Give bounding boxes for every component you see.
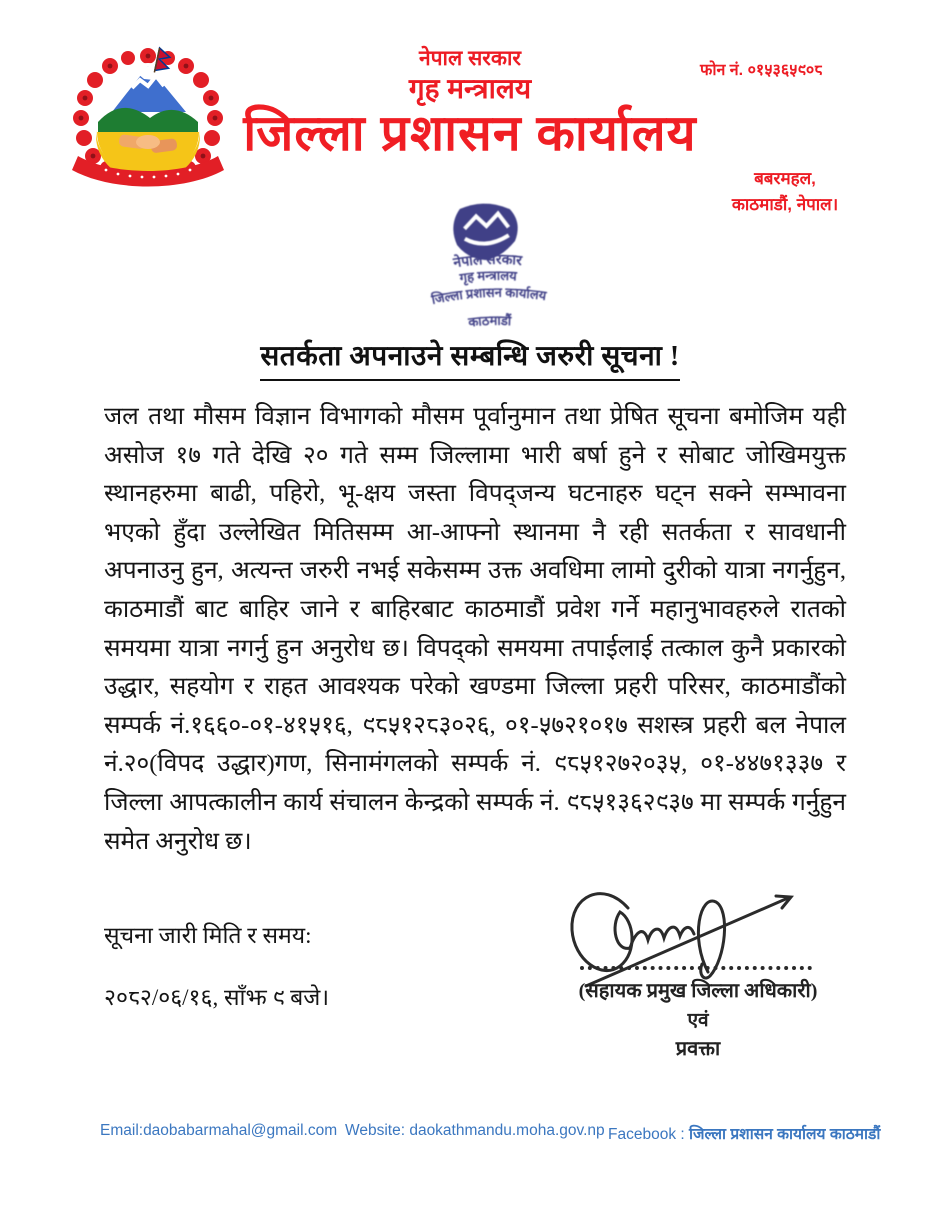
address-line-2: काठमाडौं, नेपाल। — [731, 194, 839, 214]
issued-datetime: २०८२/०६/१६, साँझ ९ बजे। — [104, 985, 330, 1010]
footer-email: Email:daobabarmahal@gmail.com — [100, 1122, 338, 1139]
office-ink-stamp — [376, 198, 601, 344]
footer-facebook-page-name: जिल्ला प्रशासन कार्यालय काठमाडौं — [689, 1126, 881, 1143]
stamp-line-1: नेपाल सरकार — [452, 252, 523, 272]
office-address — [660, 166, 910, 217]
signatory-and: एवं — [687, 1010, 709, 1031]
svg-text:जिल्ला प्रशासन कार्यालय — [429, 283, 548, 307]
signature-dotted-line — [580, 966, 812, 970]
stamp-line-4: काठमाडौं — [467, 312, 512, 330]
signatory-role: प्रवक्ता — [675, 1038, 721, 1060]
office-name: जिल्ला प्रशासन कार्यालय — [243, 104, 697, 161]
svg-text:गृह मन्त्रालय — [458, 267, 519, 287]
stamp-line-2: गृह मन्त्रालय — [458, 267, 518, 286]
ministry-name: गृह मन्त्रालय — [408, 73, 532, 105]
stamp-line-3: जिल्ला प्रशासन कार्यालय — [430, 284, 548, 308]
government-name: नेपाल सरकार — [418, 47, 522, 70]
signature-block — [548, 868, 848, 1068]
notice-title: सतर्कता अपनाउने सम्बन्धि जरुरी सूचना ! — [260, 336, 679, 381]
footer-website: Website: daokathmandu.moha.gov.np — [345, 1122, 605, 1139]
phone-number: फोन नं. ०१५३६५९०८ — [700, 62, 823, 79]
svg-text:काठमाडौं — [466, 312, 512, 330]
footer-facebook-label: Facebook : — [608, 1126, 685, 1143]
address-line-1: बबरमहल, — [754, 169, 816, 188]
issued-datetime-block — [104, 918, 329, 1012]
issued-label: सूचना जारी मिति र समय: — [104, 923, 312, 948]
notice-body-paragraph: जल तथा मौसम विज्ञान विभागको मौसम पूर्वानुमान तथा प्रेषित सूचना बमोजिम यही असोज १७ गते देखि २० गते सम्म जिल्लामा भारी बर्षा हुने र सोबाट जोखिमयुक्त स्थानहरुमा बाढी, पहिरो, भू-क्षय जस्ता विपद्जन्य घटनाहरु घट्न सक्ने सम्भावना भएको हुँदा उल्लेखित मितिसम्म आ-आफ्नो स्थानमा नै रही सतर्कता र सावधानी अपनाउनु हुन, अत्यन्त जरुरी नभई सकेसम्म उक्त अवधिमा लामो दुरीको यात्रा नगर्नुहुन, काठमाडौं बाट बाहिर जाने र बाहिरबाट काठमाडौं प्रवेश गर्ने महानुभावहरुले रातको समयमा यात्रा नगर्नु हुन अनुरोध छ। विपद्को समयमा तपाईलाई तत्काल कुनै प्रकारको उद्धार, सहयोग र राहत आवश्यक परेको खण्डमा जिल्ला प्रहरी परिसर, काठमाडौंको सम्पर्क नं.१६६०-०१-४१५१६, ९८५१२८३०२६, ०१-५७२१०१७ सशस्त्र प्रहरी बल नेपाल नं.२०(विपद उद्धार)गण, सिनामंगलको सम्पर्क नं. ९८५१२७२०३५, ०१-४४७१३३७ र जिल्ला आपत्कालीन कार्य संचालन केन्द्रको सम्पर्क नं. ९८५१३६२९३७ मा सम्पर्क गर्नुहुन समेत अनुरोध छ। — [104, 403, 846, 855]
notice-title-row — [0, 336, 940, 381]
signatory-designation: (सहायक प्रमुख जिल्ला अधिकारी) — [578, 980, 818, 1002]
footer-contact-bar — [0, 1120, 940, 1150]
footer-facebook — [608, 1122, 880, 1144]
